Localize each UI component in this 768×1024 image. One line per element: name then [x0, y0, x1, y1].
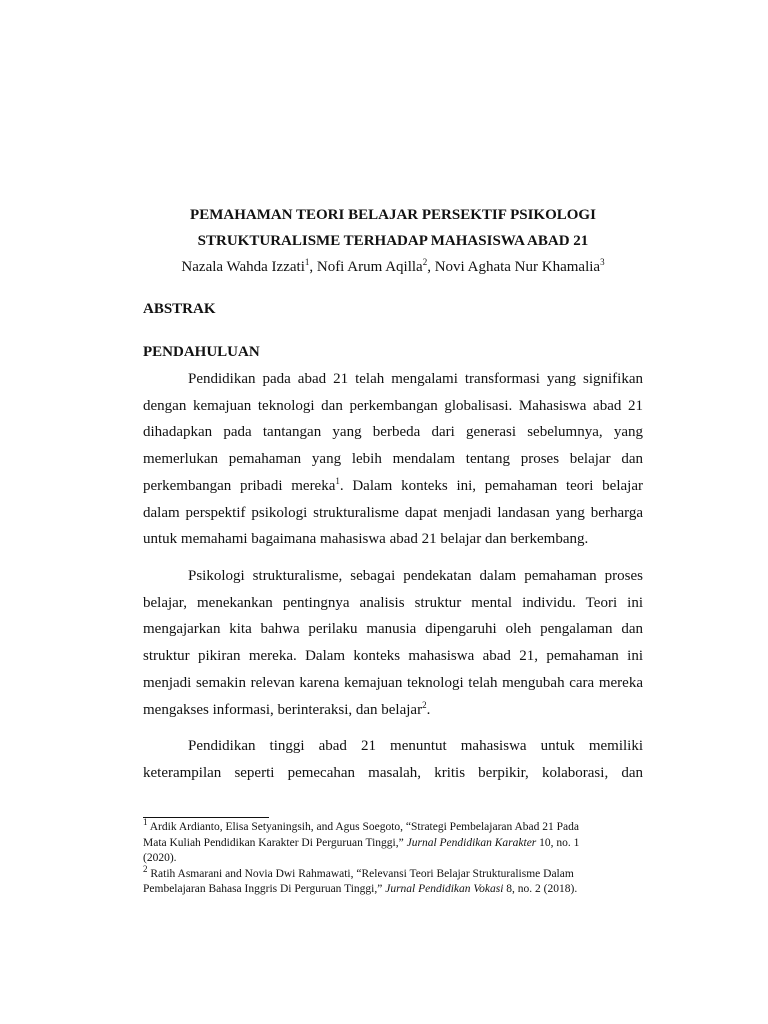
footnote-reference: 1: [335, 475, 340, 486]
paragraph-text: mengakses informasi, berinteraksi, dan belajar: [143, 701, 423, 718]
paragraph-3: [143, 733, 643, 786]
paragraph-line: belajar, menekankan pentingnya analisis struktur mental individu. Teori ini: [143, 594, 643, 611]
author-name: Novi Aghata Nur Khamalia: [434, 259, 601, 275]
introduction-heading: PENDAHULUAN: [143, 344, 260, 360]
document-title: [90, 202, 696, 254]
paragraph-text: . Dalam konteks ini, pemahaman teori belajar: [339, 477, 643, 494]
footnote-text: Ratih Asmarani and Novia Dwi Rahmawati, “Relevansi Teori Belajar Strukturalisme Dalam: [150, 867, 574, 880]
paragraph-line: memerlukan pemahaman yang lebih mendalam tentang proses belajar dan: [143, 451, 643, 468]
paragraph-line: struktur pikiran mereka. Dalam konteks mahasiswa abad 21, pemahaman ini: [143, 648, 643, 665]
journal-title: Jurnal Pendidikan Vokasi: [385, 883, 504, 895]
footnote-line: [143, 836, 643, 852]
paragraph-line: dengan kemajuan teknologi dan perkembangan globalisasi. Mahasiswa abad 21: [143, 397, 643, 414]
author-affiliation-marker: 2: [422, 257, 428, 267]
paragraph-line: [143, 697, 643, 724]
paragraph-text: .: [426, 701, 431, 718]
author-name: Nofi Arum Aqilla: [316, 259, 423, 275]
paragraph-line: untuk memahami bagaimana mahasiswa abad 21 belajar dan berkembang.: [143, 531, 589, 548]
paragraph-1: [143, 366, 643, 553]
footnote-reference: 2: [422, 699, 427, 710]
author-name: Nazala Wahda Izzati: [181, 259, 305, 275]
author-list: Nazala Wahda Izzati$^1$, Nofi Arum Aqilla$^2$, Novi Aghata Nur Khamalia$^3$: [181, 257, 605, 275]
paragraph-2: [143, 563, 643, 723]
footnote-2: [143, 863, 643, 898]
footnote-text: 8, no. 2 (2018).: [503, 883, 578, 895]
paragraph-line: Pendidikan tinggi abad 21 menuntut mahasiswa untuk memiliki: [188, 738, 643, 754]
title-line-1: PEMAHAMAN TEORI BELAJAR PERSEKTIF PSIKOLOGI: [190, 207, 596, 223]
title-line-2: STRUKTURALISME TERHADAP MAHASISWA ABAD 21: [197, 233, 589, 249]
paragraph-line: Psikologi strukturalisme, sebagai pendekatan dalam pemahaman proses: [188, 568, 643, 584]
footnote-line: [143, 863, 643, 883]
abstract-heading: ABSTRAK: [143, 301, 216, 317]
footnote-1: [143, 817, 643, 867]
paragraph-line: dalam perspektif psikologi strukturalisme dapat menjadi landasan yang berharga: [143, 504, 643, 521]
footnote-text: 10, no. 1: [536, 836, 580, 849]
journal-title: Jurnal Pendidikan Karakter: [406, 836, 537, 849]
footnote-text: Ardik Ardianto, Elisa Setyaningsih, and Agus Soegoto, “Strategi Pembelajaran Abad 21 Pada: [149, 821, 580, 833]
footnote-line: (2020).: [143, 852, 177, 864]
footnote-separator: [143, 817, 269, 818]
author-affiliation-marker: 3: [600, 257, 605, 267]
footnote-text: Pembelajaran Bahasa Inggris Di Perguruan Tinggi,”: [143, 883, 386, 895]
footnote-number: 1: [143, 817, 148, 828]
footnote-number: 2: [143, 863, 148, 874]
paragraph-line: mengajarkan kita bahwa perilaku manusia dipengaruhi oleh pengalaman dan: [143, 621, 643, 638]
footnote-line: [143, 882, 643, 898]
paragraph-line: keterampilan seperti pemecahan masalah, kritis berpikir, kolaborasi, dan: [143, 764, 643, 781]
paragraph-line: Pendidikan pada abad 21 telah mengalami transformasi yang signifikan: [188, 371, 643, 387]
footnotes: [143, 817, 643, 898]
paragraph-line: [143, 473, 643, 500]
author-affiliation-marker: 1: [304, 257, 310, 267]
paragraph-line: menjadi semakin relevan karena kemajuan teknologi telah mengubah cara mereka: [143, 674, 643, 691]
footnote-line: [143, 817, 643, 836]
paragraph-line: dihadapkan pada tantangan yang berbeda dari generasi sebelumnya, yang: [143, 424, 643, 441]
footnote-text: Mata Kuliah Pendidikan Karakter Di Perguruan Tinggi,”: [143, 836, 407, 849]
paragraph-text: perkembangan pribadi mereka: [143, 477, 336, 494]
